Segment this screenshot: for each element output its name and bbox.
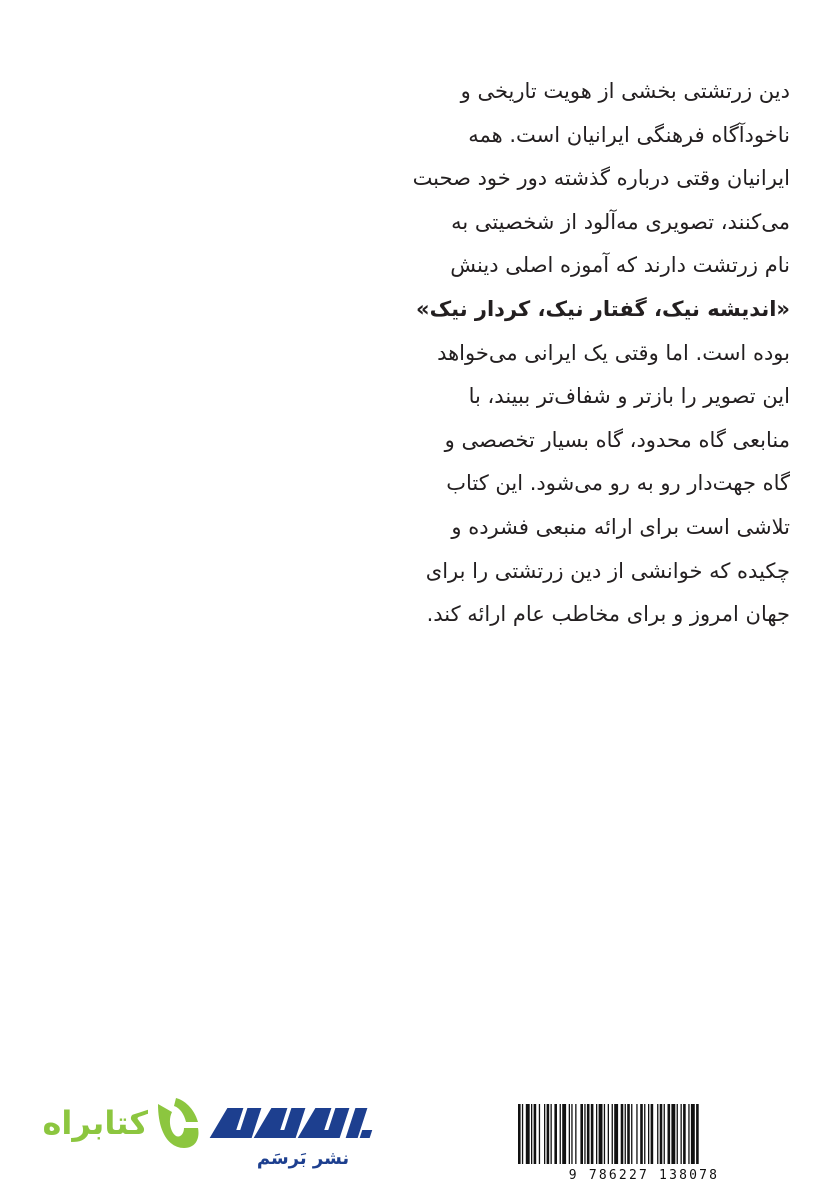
blurb-line: می‌کنند، تصویری مه‌آلود از شخصیتی به [451, 209, 790, 234]
barcode-bar [562, 1104, 566, 1164]
barcode-bar [551, 1104, 552, 1164]
blurb-line: دین زرتشتی بخشی از هویت تاریخی و [460, 79, 790, 103]
barcode-bar [683, 1104, 686, 1164]
barcode-bar [587, 1104, 590, 1164]
barcode-bar [688, 1104, 689, 1164]
barcode-bar [526, 1104, 530, 1164]
barcode-bar [580, 1104, 583, 1164]
blurb-line: بوده است. اما وقتی یک ایرانی می‌خواهد [437, 340, 790, 365]
blurb-motto-line: «اندیشه نیک، گفتار نیک، کردار نیک» [416, 296, 790, 321]
isbn-barcode [512, 1102, 776, 1182]
blurb-line: تلاشی است برای ارائه منبعی فشرده و [451, 514, 790, 539]
barcode-bar [636, 1104, 637, 1164]
barcode-bar [591, 1104, 594, 1164]
blurb-line: جهان امروز و برای مخاطب عام ارائه کند. [426, 602, 790, 627]
barcode-bar [651, 1104, 654, 1164]
barcode-bar [668, 1104, 671, 1164]
barcode-digits: 9 786227 138078 [568, 1168, 720, 1182]
barcode-bar [671, 1104, 675, 1164]
back-cover-blurb [380, 70, 790, 637]
barcode-bar [584, 1104, 585, 1164]
barcode-bar [621, 1104, 624, 1164]
barcode-bar [681, 1104, 682, 1164]
barcode-bar [539, 1104, 540, 1164]
barcode-bar [534, 1104, 537, 1164]
barcode-bars [518, 1104, 699, 1164]
barcode-bar [522, 1104, 523, 1164]
blurb-line: ناخودآگاه فرهنگی ایرانیان است. همه [468, 122, 790, 147]
barcode-bar [677, 1104, 678, 1164]
blurb-line: چکیده که خوانشی از دین زرتشتی را برای [425, 558, 790, 583]
barcode-bar [631, 1104, 632, 1164]
blurb-line: گاه جهت‌دار رو به رو می‌شود. این کتاب [446, 471, 790, 496]
barcode-bar [657, 1104, 658, 1164]
blurb-line: ایرانیان وقتی درباره گذشته دور خود صحبت [412, 166, 790, 191]
barcode-bar [691, 1104, 695, 1164]
barcode-bar [614, 1104, 618, 1164]
barcode-bar [660, 1104, 663, 1164]
barcode-bar [569, 1104, 570, 1164]
barcode-bar [560, 1104, 561, 1164]
barcode-bar [575, 1104, 576, 1164]
blurb-line: این تصویر را بازتر و شفاف‌تر ببیند، با [468, 384, 790, 409]
barcode-bar [644, 1104, 645, 1164]
barcode-bar [608, 1104, 609, 1164]
barcode-bar [604, 1104, 605, 1164]
blurb-line: نام زرتشت دارند که آموزه اصلی دینش [450, 253, 790, 278]
ketabrah-leaf-icon [150, 1094, 202, 1152]
barcode-bar [612, 1104, 613, 1164]
barsam-wordmark-icon [208, 1100, 380, 1146]
blurb-line: منابعی گاه محدود، گاه بسیار تخصصی و [444, 427, 790, 452]
barcode-bar [571, 1104, 572, 1164]
barcode-bar [696, 1104, 699, 1164]
ketabrah-logo [40, 1088, 200, 1158]
barcode-bar [599, 1104, 603, 1164]
barcode-bar [640, 1104, 643, 1164]
barcode-bar [625, 1104, 626, 1164]
barcode-bar [531, 1104, 532, 1164]
barcode-bar [596, 1104, 597, 1164]
barcode-bar [554, 1104, 557, 1164]
ketabrah-wordmark: کتابراه [42, 1104, 148, 1142]
barsam-publisher-logo [208, 1100, 380, 1176]
barcode-bar [664, 1104, 665, 1164]
barcode-bar [547, 1104, 550, 1164]
barsam-label: نشر بَرسَم [256, 1148, 350, 1169]
barcode-bar [627, 1104, 630, 1164]
barcode-bar [544, 1104, 545, 1164]
barcode-bar [648, 1104, 649, 1164]
barcode-bar [518, 1104, 521, 1164]
